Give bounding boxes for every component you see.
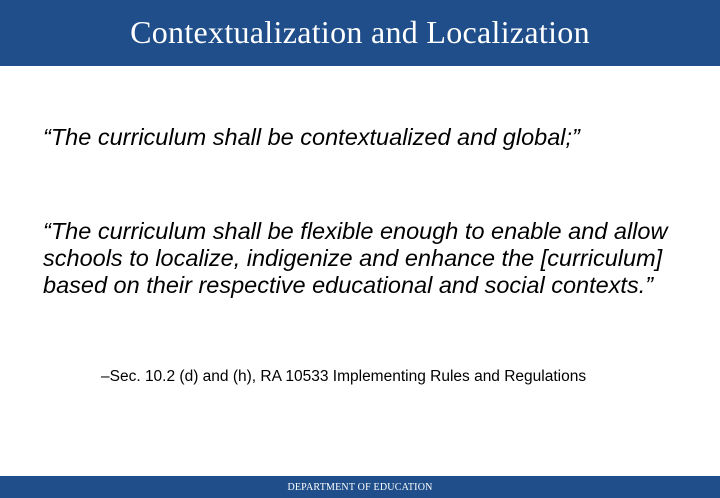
footer-bar bbox=[0, 476, 720, 498]
title-bar bbox=[0, 0, 720, 66]
footer-text: DEPARTMENT OF EDUCATION bbox=[287, 482, 433, 493]
quote-contextualized: “The curriculum shall be contextualized and global;” bbox=[43, 124, 580, 150]
quote-flexible: “The curriculum shall be flexible enough to enable and allow schools to localize, indigenize and enhance the [curriculum] based on their respective educational and social contexts.” bbox=[43, 218, 668, 298]
slide-title: Contextualization and Localization bbox=[130, 13, 590, 50]
citation: –Sec. 10.2 (d) and (h), RA 10533 Implementing Rules and Regulations bbox=[101, 368, 587, 385]
